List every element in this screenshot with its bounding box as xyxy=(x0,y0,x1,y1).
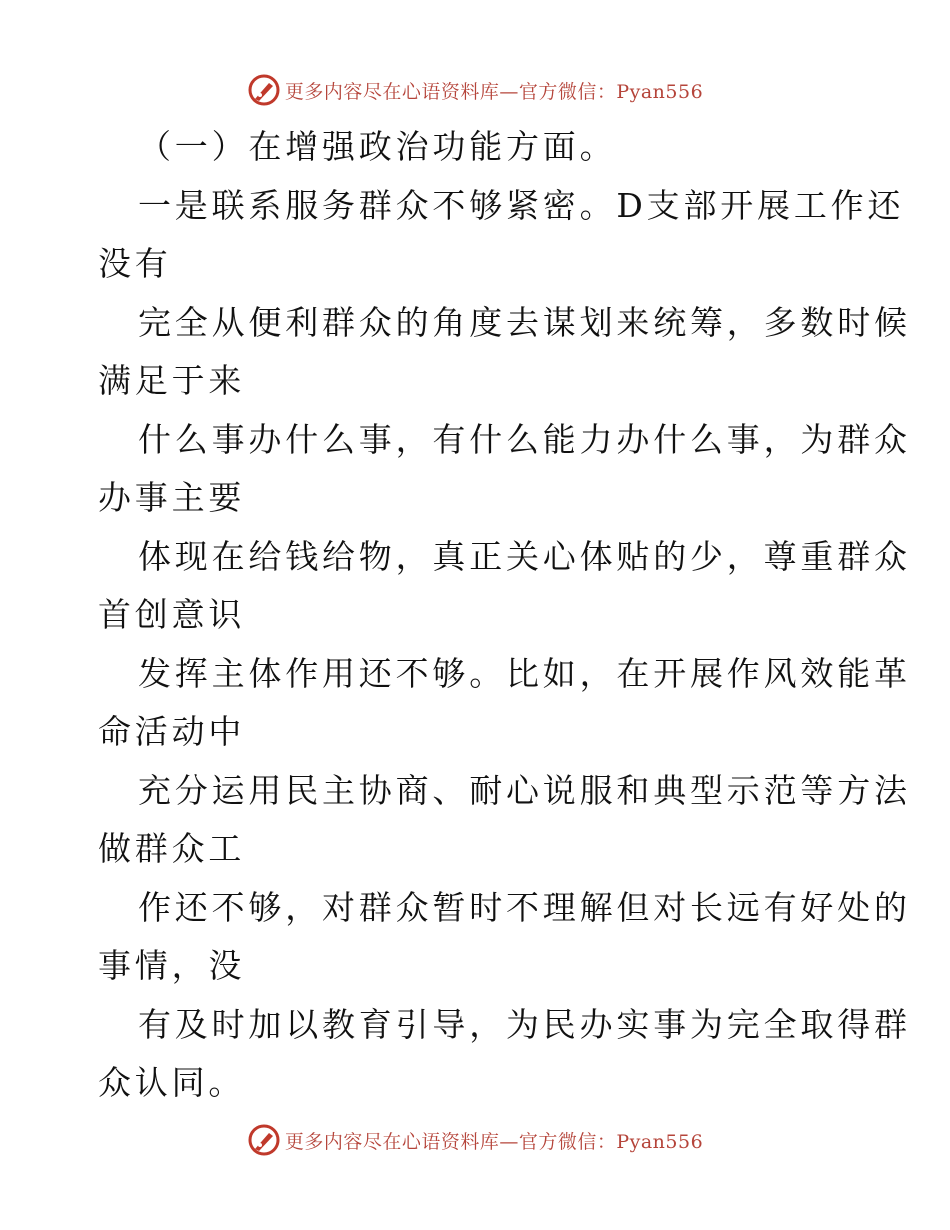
paragraph-line: 办事主要 xyxy=(98,478,246,517)
pen-nib-logo-icon xyxy=(247,1123,281,1157)
paragraph-line: 首创意识 xyxy=(98,595,246,634)
paragraph-line: 满足于来 xyxy=(98,361,246,400)
paragraph-line: 什么事办什么事，有什么能力办什么事，为群众 xyxy=(138,420,911,459)
paragraph-line: 充分运用民主协商、耐心说服和典型示范等方法 xyxy=(138,771,911,810)
paragraph-line: 完全从便利群众的角度去谋划来统筹，多数时候 xyxy=(138,303,911,342)
paragraph-line: 命活动中 xyxy=(98,712,246,751)
footer-watermark xyxy=(0,1120,950,1160)
header-watermark-text: 更多内容尽在心语资料库—官方微信：Pyan556 xyxy=(284,80,704,103)
paragraph-line: 有及时加以教育引导，为民办实事为完全取得群 xyxy=(138,1005,911,1044)
paragraph-line: 事情，没 xyxy=(98,946,246,985)
paragraph-line: 没有 xyxy=(98,244,172,283)
section-heading: （一）在增强政治功能方面。 xyxy=(138,127,617,166)
paragraph-line: 体现在给钱给物，真正关心体贴的少，尊重群众 xyxy=(138,537,911,576)
paragraph-line: 发挥主体作用还不够。比如，在开展作风效能革 xyxy=(138,654,911,693)
paragraph-line: 一是联系服务群众不够紧密。D支部开展工作还 xyxy=(138,186,905,225)
footer-watermark-text: 更多内容尽在心语资料库—官方微信：Pyan556 xyxy=(284,1130,704,1153)
paragraph-line: 做群众工 xyxy=(98,829,246,868)
paragraph-line: 作还不够，对群众暂时不理解但对长远有好处的 xyxy=(138,888,911,927)
paragraph-line: 众认同。 xyxy=(98,1063,246,1102)
